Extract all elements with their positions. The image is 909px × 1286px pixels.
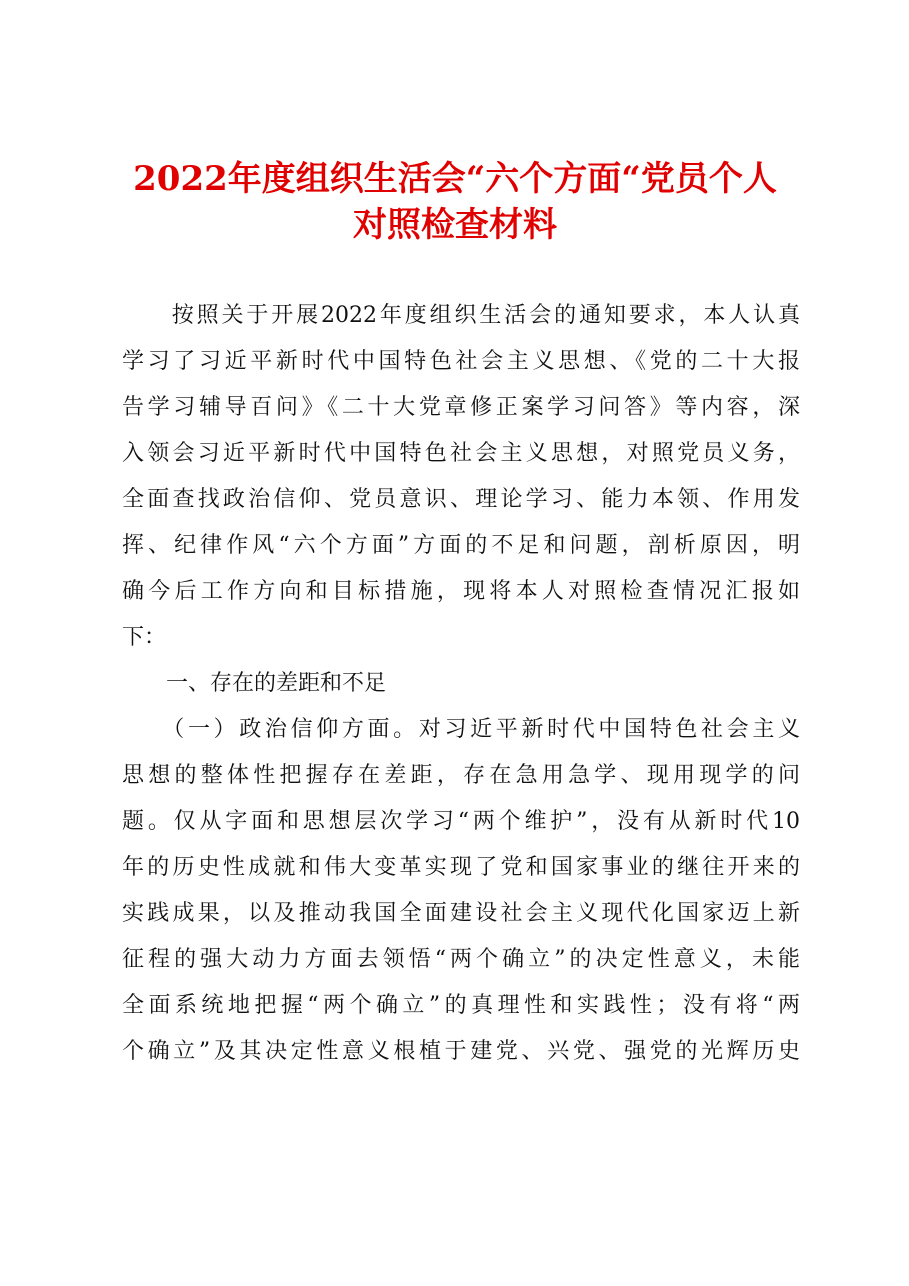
paragraph-political-line-5: 实践成果，以及推动我国全面建设社会主义现代化国家迈上新 [122, 901, 800, 926]
paragraph-intro-line-6: 挥、纪律作风“六个方面”方面的不足和问题，剖析原因，明 [122, 533, 800, 558]
paragraph-intro-line-1: 按照关于开展2022年度组织生活会的通知要求，本人认真 [122, 303, 800, 328]
paragraph-political-line-7: 全面系统地把握“两个确立”的真理性和实践性；没有将“两 [122, 993, 800, 1018]
title-line-1: 2022年度组织生活会“六个方面“党员个人 [133, 159, 777, 199]
document-title [110, 156, 800, 248]
paragraph-political-line-8: 个确立”及其决定性意义根植于建党、兴党、强党的光辉历史 [122, 1039, 800, 1064]
paragraph-political-line-6: 征程的强大动力方面去领悟“两个确立”的决定性意义，未能 [122, 947, 800, 972]
paragraph-intro-line-8: 下： [122, 625, 167, 650]
paragraph-intro-line-4: 入领会习近平新时代中国特色社会主义思想，对照党员义务， [122, 441, 800, 466]
paragraph-political-line-4: 年的历史性成就和伟大变革实现了党和国家事业的继往开来的 [122, 855, 800, 880]
paragraph-intro-line-3: 告学习辅导百问》《二十大党章修正案学习问答》等内容，深 [122, 395, 800, 420]
paragraph-intro-line-2: 学习了习近平新时代中国特色社会主义思想、《党的二十大报 [122, 349, 800, 374]
title-line-2: 对照检查材料 [353, 205, 557, 245]
paragraph-political-line-3: 题。仅从字面和思想层次学习“两个维护”，没有从新时代10 [122, 809, 800, 834]
paragraph-political-line-1: （一）政治信仰方面。对习近平新时代中国特色社会主义 [122, 717, 800, 742]
paragraph-intro-line-5: 全面查找政治信仰、党员意识、理论学习、能力本领、作用发 [122, 487, 800, 512]
paragraph-intro-line-7: 确今后工作方向和目标措施，现将本人对照检查情况汇报如 [122, 579, 800, 604]
section-heading: 一、存在的差距和不足 [122, 671, 387, 696]
paragraph-political-line-2: 思想的整体性把握存在差距，存在急用急学、现用现学的问 [122, 763, 800, 788]
